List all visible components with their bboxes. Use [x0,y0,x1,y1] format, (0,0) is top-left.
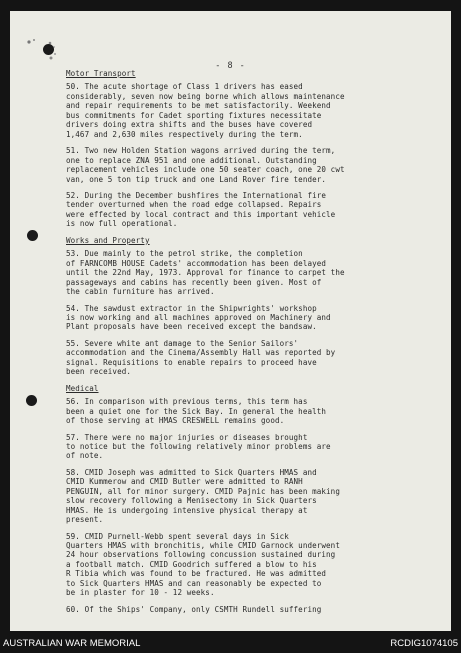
section-heading: Medical [66,383,99,393]
paragraph-57: 57. There were no major injuries or diseases brought to notice but the following relatively minor problems are of note. [66,432,331,461]
punch-hole-middle [27,230,38,241]
paragraph-56: 56. In comparison with previous terms, this term has been a quiet one for the Sick Bay. In general the health of those serving at HMAS CRESWELL remains good. [66,397,327,426]
paragraph-58: 58. CMID Joseph was admitted to Sick Quarters HMAS and CMID Kummerow and CMID Butler were admitted to RANH PENGUIN, all for minor surgery. CMID Pajnic has been making slow recovery following a Menisectomy in Sick Quarters HMAS. He is undergoing intensive physical therapy at present. [66,467,340,525]
footer-institution: AUSTRALIAN WAR MEMORIAL [3,638,141,649]
paragraph-50: 50. The acute shortage of Class 1 drivers has eased considerably, seven now being borne which allows maintenance and repair requirements to be met satisfactorily. Weekend bus commitments for Cadet sporting fixtures necessitate drivers doing extra shifts and the buses have covered 1,467 and 2,630 miles respectively during the term. [66,82,345,139]
document-page [10,11,451,631]
paragraph-59: 59. CMID Purnell-Webb spent several days in Sick Quarters HMAS with bronchitis, while CMID Garnock underwent 24 hour observations following concussion sustained during a football match. CMID Goodrich suffered a blow to his R Tibia which was found to be fractured. He was admitted to Sick Quarters HMAS and can reasonably be expected to be in plaster for 10 - 12 weeks. [66,531,340,598]
page-number: - 8 - [215,61,246,71]
paragraph-53: 53. Due mainly to the petrol strike, the completion of FARNCOMB HOUSE Cadets' accommodation has been delayed until the 22nd May, 1973. Approval for finance to carpet the passageways and cabins has recently been given. Most of the cabin furniture has arrived. [66,249,345,297]
section-heading: Motor Transport [66,69,136,78]
paragraph-51: 51. Two new Holden Station wagons arrived during the term, one to replace ZNA 951 and one additional. Outstanding replacement vehicles include one 50 seater coach, one 20 cwt van, one 5 ton tip truck and one Land Rover fire tender. [66,146,345,184]
punch-hole-top [43,44,54,55]
document-body [66,69,408,621]
section-heading: Works and Property [66,235,150,245]
footer-record-id: RCDIG1074105 [390,638,458,649]
archive-footer [0,636,461,653]
section-works-and-property [66,236,408,377]
paragraph-54: 54. The sawdust extractor in the Shipwrights' workshop is now working and all machines approved on Machinery and Plant proposals have been received except the bandsaw. [66,303,331,332]
punch-hole-bottom [26,395,37,406]
paragraph-55: 55. Severe white ant damage to the Senior Sailors' accommodation and the Cinema/Assembly Hall was reported by signal. Requisitions to enable repairs to proceed have been received. [66,338,336,377]
section-medical [66,384,408,615]
section-motor-transport [66,69,408,229]
paragraph-60: 60. Of the Ships' Company, only CSMTH Rundell suffering [66,604,322,614]
paragraph-52: 52. During the December bushfires the International fire tender overturned when the road edge collapsed. Repairs were effected by local contract and this important vehicle is now full operational. [66,190,336,229]
